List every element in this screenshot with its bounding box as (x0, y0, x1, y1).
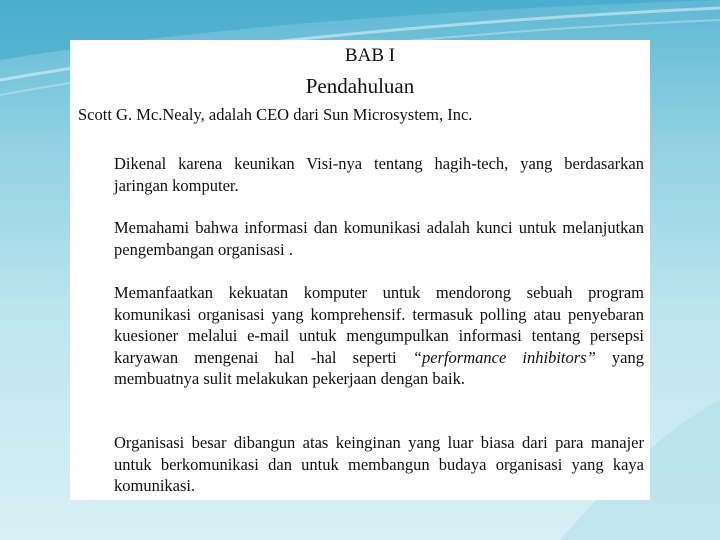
paragraph-3-text-after: yang membuatnya sulit melakukan pekerjaan dengan baik. (114, 347, 644, 388)
slide-content-panel (70, 40, 650, 500)
paragraph-1: Dikenal karena keunikan Visi-nya tentang hagih-tech, yang berdasarkan jaringan komputer. (114, 154, 644, 195)
slide-subheading: Pendahuluan (305, 74, 415, 98)
paragraph-3 (114, 282, 644, 390)
paragraph-3-emphasis: “performance inhibitors” (412, 347, 596, 367)
paragraph-3-text-before: Memanfaatkan kekuatan komputer untuk mendorong sebuah program komunikasi organisasi yang komprehensif. termasuk polling atau penyebaran kuesioner melalui e-mail untuk mengumpulkan informasi tentang persepsi karyawan mengenai hal -hal seperti (114, 283, 644, 367)
paragraph-2: Memahami bahwa informasi dan komunikasi adalah kunci untuk melanjutkan pengembangan organisasi . (114, 218, 644, 259)
intro-line: Scott G. Mc.Nealy, adalah CEO dari Sun Microsystem, Inc. (78, 105, 473, 124)
paragraph-4: Organisasi besar dibangun atas keinginan yang luar biasa dari para manajer untuk berkomunikasi dan untuk membangun budaya organisasi yang kaya komunikasi. (114, 433, 644, 495)
slide-heading: BAB I (344, 45, 396, 66)
